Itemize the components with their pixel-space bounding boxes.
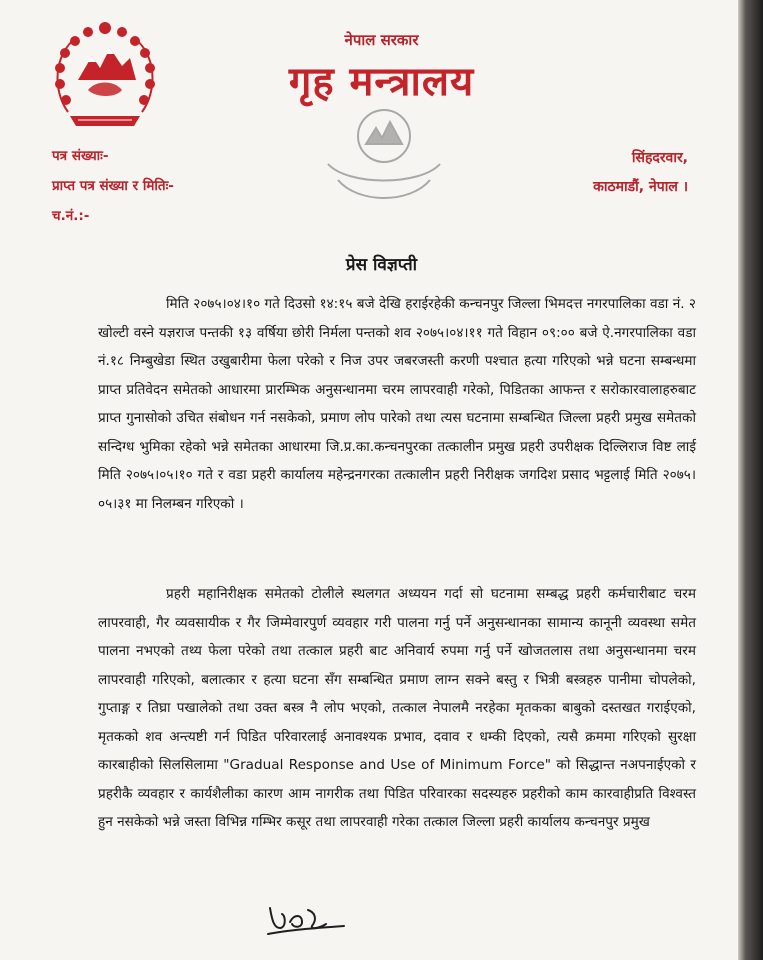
letter-number-label: पत्र संख्याः- — [52, 148, 109, 164]
press-release-paragraph-2: प्रहरी महानिरीक्षक समेतको टोलीले स्थलगत अध्ययन गर्दा सो घटनामा सम्बद्ध प्रहरी कर्मचारीबाट चरम लापरवाही, गैर व्यवसायीक र गैर जिम्मेवारपुर्ण व्यवहार गरी पालना गर्नु पर्ने अनुसन्धानका सामान्य कानूनी व्यवस्था समेत पालना नभएको तथ्य फेला परेको तथा तत्काल प्रहरी बाट अनिवार्य रुपमा गर्नु पर्ने खोजतलास तथा अनुसन्धानमा चरम लापरवाही गरिएको, बलात्कार र हत्या घटना सँग सम्बन्धित प्रमाण लाग्न सक्ने बस्तु र भित्री बस्त्रहरु पानीमा चोपलेको, गुप्ताङ्ग र तिघ्रा पखालेको तथा उक्त बस्त्र नै लोप भएको, तत्काल नेपालमै नरहेका मृतकका बाबुको दस्तखत गराईएको, मृतकको शव अन्त्यष्टी गर्न पिडित परिवारलाई अनावश्यक प्रभाव, दवाव र धम्की दिएको, त्यसै क्रममा गरिएको सुरक्षा कारबाहीको सिलसिलामा "Gradual Response and Use of Minimum Force" को सिद्धान्त नअपनाईएको र प्रहरीकै व्यवहार र कार्यशैलीका कारण आम नागरीक तथा पिडित परिवारका सदस्यहरु प्रहरीको काम कारवाहीप्रति विश्वस्त हुन नसकेको भन्ने जस्ता विभिन्न गम्भिर कसूर तथा लापरवाही गरेका तत्काल जिल्ला प्रहरी कार्यालय कन्चनपुर प्रमुख — [98, 586, 696, 830]
dispatch-number-label: च.नं.:- — [52, 208, 90, 224]
government-name: नेपाल सरकार — [344, 31, 419, 49]
ministry-name: गृह मन्त्रालय — [288, 59, 475, 105]
press-release-title: प्रेस विज्ञप्ती — [345, 255, 418, 275]
address-line-1: सिंहदरवार, — [631, 150, 688, 166]
scan-background-edge — [738, 0, 763, 960]
handwritten-signature — [262, 898, 348, 940]
press-release-paragraph-1: मिति २०७५।०४।१० गते दिउसो १४:१५ बजे देखि हराईरहेकी कन्चनपुर जिल्ला भिमदत्त नगरपालिका वडा नं. २ खोल्टी वस्ने यज्ञराज पन्तकी १३ वर्षिया छोरी निर्मला पन्तको शव २०७५।०४।११ गते विहान ०९:०० बजे ऐ.नगरपालिका वडा नं.१८ निम्बुखेडा स्थित उखुबारीमा फेला परेको र निज उपर जबरजस्ती करणी पश्चात हत्या गरिएको भन्ने घटना सम्बन्धमा प्राप्त प्रतिवेदन समेतको आधारमा प्रारम्भिक अनुसन्धानमा चरम लापरवाही गरेको, पिडितका आफन्त र सरोकारवालाहरुबाट प्राप्त गुनासोको उचित संबोधन गर्न नसकेको, प्रमाण लोप पारेको तथा त्यस घटनामा सम्बन्धित जिल्ला प्रहरी प्रमुख समेतको सन्दिग्ध भुमिका रहेको भन्ने समेतका आधारमा जि.प्र.का.कन्चनपुरका तत्कालीन प्रमुख प्रहरी उपरीक्षक दिल्लिराज विष्ट लाई मिति २०७५।०५।१० गते र वडा प्रहरी कार्यालय महेन्द्रनगरका तत्कालीन प्रहरी निरीक्षक जगदिश प्रसाद भट्टलाई मिति २०७५।०५।३१ मा निलम्बन गरिएको । — [98, 296, 696, 512]
address-line-2: काठमाडौं, नेपाल । — [593, 179, 688, 195]
ministry-seal-stamp — [318, 100, 450, 208]
received-letter-label: प्राप्त पत्र संख्या र मितिः- — [52, 178, 174, 194]
